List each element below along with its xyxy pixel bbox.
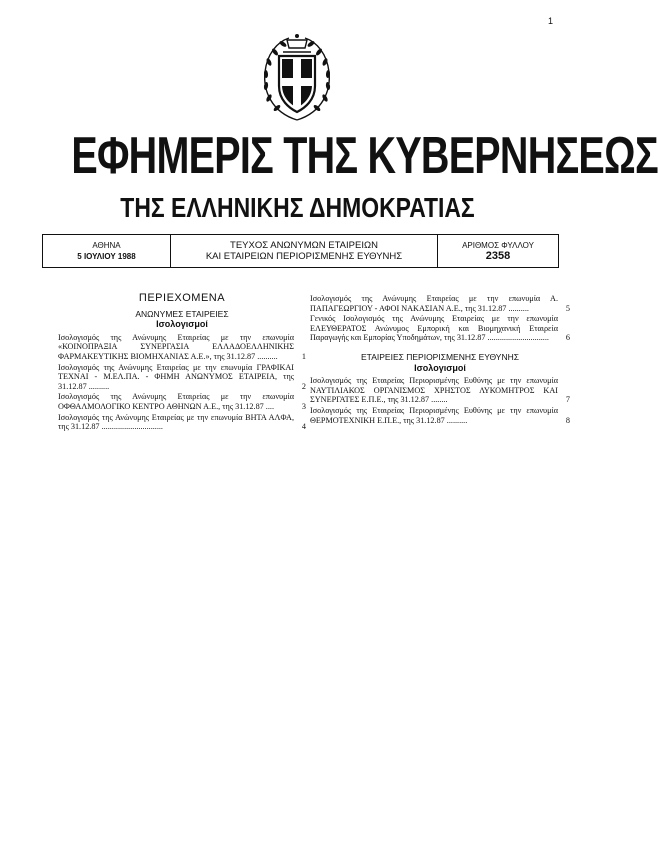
contents-entry-page: 4	[301, 422, 306, 432]
contents-right-column	[310, 294, 570, 426]
header-issue-line2: ΚΑΙ ΕΤΑΙΡΕΙΩΝ ΠΕΡΙΟΡΙΣΜΕΝΗΣ ΕΥΘΥΝΗΣ	[205, 251, 403, 262]
contents-entry-text: Ισολογισμός της Ανώνυμης Εταιρείας με την επωνυμία Α. ΠΑΠΑΓΕΩΡΓΙΟΥ - ΑΦΟΙ ΝΑΚΑΣΙΑΝ Α.Ε., της 31.12.87 ..........	[310, 294, 558, 313]
header-issue-line1: ΤΕΥΧΟΣ ΑΝΩΝΥΜΩΝ ΕΤΑΙΡΕΙΩΝ	[230, 240, 378, 251]
header-city: ΑΘΗΝΑ	[92, 241, 121, 250]
contents-entry-text: Γενικός Ισολογισμός της Ανώνυμης Εταιρείας με την επωνυμία ΕΛΕΥΘΕΡΑΤΟΣ Ανώνυμος Εμπορική και Βιομηχανική Εταιρεία Παραγωγής και Εμπορίας Υποδημάτων, της 31.12.87 ..............................	[310, 314, 558, 343]
contents-entry-page: 7	[565, 395, 570, 405]
header-sheet-label: ΑΡΙΘΜΟΣ ΦΥΛΛΟΥ	[462, 241, 534, 250]
contents-entry-page: 6	[565, 333, 570, 343]
contents-entry-text: Ισολογισμός της Εταιρείας Περιορισμένης Ευθύνης με την επωνυμία ΝΑΥΤΙΛΙΑΚΟΣ ΟΡΓΑΝΙΣΜΟΣ ΧΡΗΣΤΟΣ ΛΥΚΟΜΗΤΡΟΣ ΚΑΙ ΣΥΝΕΡΓΑΤΕΣ Ε.Π.Ε., της 31.12.87 ........	[310, 376, 558, 405]
section-sa-heading: ΑΝΩΝΥΜΕΣ ΕΤΑΙΡΕΙΕΣ	[135, 308, 229, 319]
contents-left-column	[58, 294, 306, 433]
contents-entry	[58, 413, 306, 432]
contents-entry-page: 3	[301, 401, 306, 411]
contents-entry-page: 5	[565, 303, 570, 313]
coat-of-arms-emblem	[257, 28, 337, 126]
contents-entry	[58, 363, 306, 392]
masthead-title: ΕΦΗΜΕΡΙΣ ΤΗΣ ΚΥΒΕΡΝΗΣΕΩΣ	[71, 127, 658, 185]
header-date: 5 ΙΟΥΛΙΟΥ 1988	[77, 252, 136, 261]
right-entries-list-2	[310, 376, 570, 425]
contents-entry-text: Ισολογισμός της Ανώνυμης Εταιρείας με την επωνυμία «ΚΟΙΝΟΠΡΑΞΙΑ ΣΥΝΕΡΓΑΣΙΑ ΕΛΛΑΔΟΕΛΛΗΝΙΚΗΣ ΦΑΡΜΑΚΕΥΤΙΚΗΣ ΒΙΟΜΗΧΑΝΙΑΣ Α.Ε.», της 31.12.87 ..........	[58, 332, 294, 361]
contents-entry	[58, 333, 306, 362]
header-place-date	[43, 235, 171, 267]
contents-heading: ΠΕΡΙΕΧΟΜΕΝΑ	[138, 292, 226, 304]
contents-entry-text: Ισολογισμός της Ανώνυμης Εταιρείας με την επωνυμία ΟΦΘΑΛΜΟΛΟΓΙΚΟ ΚΕΝΤΡΟ ΑΘΗΝΩΝ Α.Ε., της 31.12.87 ....	[58, 392, 294, 411]
section-ltd-subheading: Ισολογισμοί	[414, 362, 466, 373]
contents-entry-page: 1	[301, 351, 306, 361]
header-sheet	[438, 235, 558, 267]
contents-entry-page: 8	[565, 415, 570, 425]
section-sa-subheading: Ισολογισμοί	[156, 319, 208, 330]
contents-entry-text: Ισολογισμός της Ανώνυμης Εταιρείας με την επωνυμία ΒΗΤΑ ΑΛΦΑ, της 31.12.87 ..............................	[58, 412, 294, 432]
contents-entry-text: Ισολογισμός της Εταιρείας Περιορισμένης Ευθύνης με την επωνυμία ΘΕΡΜΟΤΕΧΝΙΚΗ Ε.Π.Ε., της 31.12.87 ..........	[310, 405, 558, 425]
contents-entry	[310, 376, 570, 405]
contents-entry-text: Ισολογισμός της Ανώνυμης Εταιρείας με την επωνυμία ΓΡΑΦΙΚΑΙ ΤΕΧΝΑΙ - Μ.ΕΛ.ΠΑ. - ΦΗΜΗ ΑΝΩΝΥΜΟΣ ΕΤΑΙΡΕΙΑ, της 31.12.87 ..........	[58, 362, 294, 391]
page-number: 1	[547, 16, 553, 26]
contents-entry	[310, 294, 570, 313]
contents-entry	[310, 406, 570, 425]
left-entries-list	[58, 333, 306, 432]
issue-header-box	[42, 234, 559, 268]
contents-entry-page: 2	[301, 381, 306, 391]
contents-entry	[310, 314, 570, 343]
contents-entry	[58, 392, 306, 411]
header-issue	[171, 235, 438, 267]
header-sheet-number: 2358	[485, 250, 511, 262]
section-ltd-heading: ΕΤΑΙΡΕΙΕΣ ΠΕΡΙΟΡΙΣΜΕΝΗΣ ΕΥΘΥΝΗΣ	[360, 351, 520, 362]
right-entries-list	[310, 294, 570, 343]
masthead-subtitle: ΤΗΣ ΕΛΛΗΝΙΚΗΣ ΔΗΜΟΚΡΑΤΙΑΣ	[120, 192, 475, 223]
